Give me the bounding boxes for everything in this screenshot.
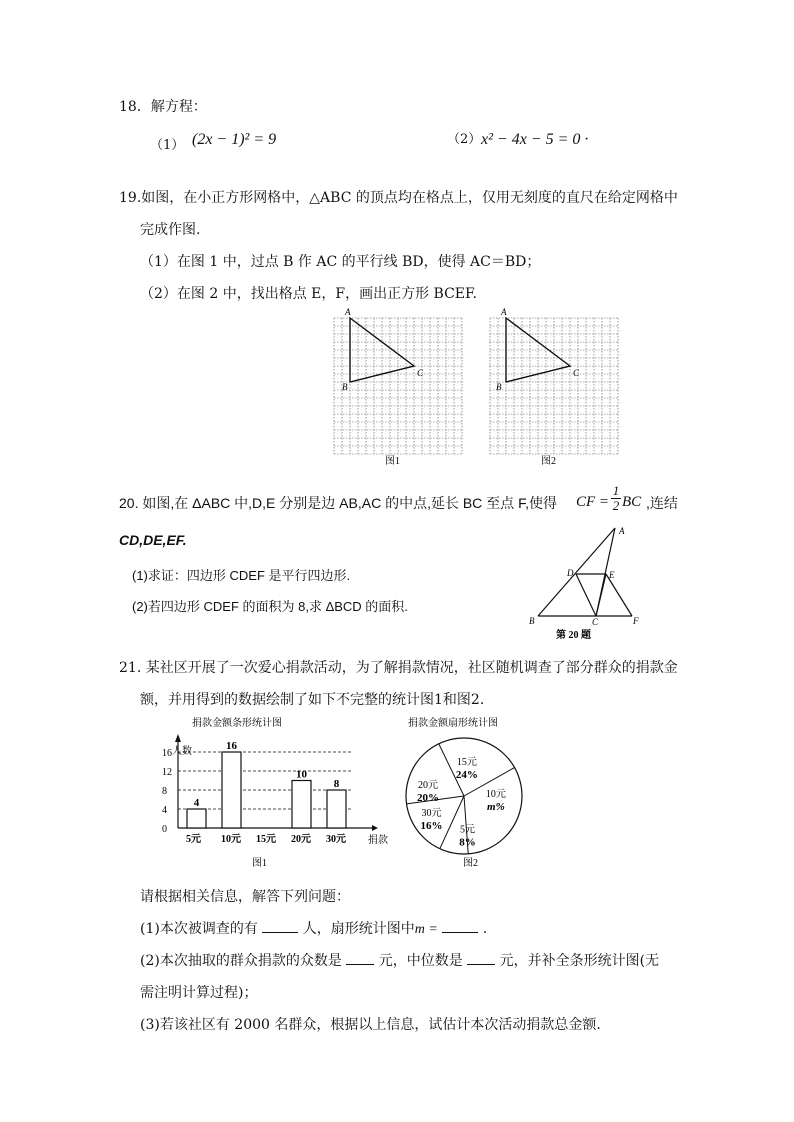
pie-slice-label: 10元 [485,788,506,800]
bar-chart-plot [162,734,378,845]
point-e-label: E [609,570,615,580]
pie-slice-percent: 16% [420,820,443,833]
point-d-label: D [567,568,574,578]
pie-chart-title: 捐款金额扇形统计图 [408,718,498,729]
y-tick-label: 4 [162,805,167,816]
point-f-label: F [633,616,639,626]
bar-data-label: 16 [226,740,237,752]
answer-blank-m[interactable] [442,920,478,933]
q18-part1-label: （1） [150,138,185,153]
q19-line2: 完成作图. [140,222,201,238]
q21-q2-c: 元，并补全条形统计图(无 [499,953,660,969]
q20-line1-a: 20. 如图,在 ΔABC 中,D,E 分别是边 AB,AC 的中点,延长 BC 至点 F,使得 [119,495,557,511]
frac-denominator: 2 [612,498,620,513]
x-tick-label: 15元 [256,834,276,845]
q19-part1: （1）在图 1 中，过点 B 作 AC 的平行线 BD，使得 AC＝BD； [140,254,541,270]
pie-slice-percent: 24% [455,769,478,781]
frac-numerator: 1 [612,483,620,498]
q21-q2-cont: 需注明计算过程)； [140,985,258,1001]
vertex-c-label: C [417,368,424,378]
y-tick-label: 8 [162,786,167,797]
vertex-a-label: A [345,307,351,317]
q21-line1: 21. 某社区开展了一次爱心捐款活动，为了解捐款情况，社区随机调查了部分群众的捐款金 [119,660,678,676]
q18-part2-label: （2） [447,132,482,147]
q18-part2-equation: x² − 4x − 5 = 0 · [481,131,589,148]
q20-frac [611,484,621,513]
q21-q1-m: m = [414,922,438,937]
q21-q3: (3)若该社区有 2000 名群众，根据以上信息，试估计本次活动捐款总金额. [140,1017,601,1033]
q20-fig-caption: 第 20 题 [556,630,591,641]
pie-slice-label: 5元 [459,824,475,836]
pie-chart [396,712,546,870]
bar-chart-title: 捐款金额条形统计图 [192,718,282,729]
q20-part2: (2)若四边形 CDEF 的面积为 8,求 ΔBCD 的面积. [132,599,408,614]
y-tick-label: 16 [162,748,172,759]
q20-part1: (1)求证：四边形 CDEF 是平行四边形. [132,568,351,583]
q19-figure-1 [328,306,468,466]
bar [187,809,206,828]
bar-chart [140,712,388,870]
bar-data-label: 4 [193,797,200,809]
pie-slice-percent: m% [487,800,505,813]
pie-chart-plot [406,738,522,854]
pie-chart-caption: 图2 [463,858,478,869]
q21-line2: 额，并用得到的数据绘制了如下不完整的统计图1和图2. [140,692,485,708]
point-b-label: B [529,616,535,626]
pie-slice-percent: 8% [459,836,476,849]
q21-q2 [140,950,659,970]
y-tick-label: 0 [162,824,167,835]
pie-slice-label: 15元 [456,757,477,768]
q20-figure [526,522,654,644]
vertex-b-label: B [496,382,502,392]
answer-blank-median[interactable] [467,952,495,965]
bar-chart-caption: 图1 [252,858,267,869]
x-tick-label: 30元 [326,834,346,845]
q21-q2-a: (2)本次抽取的群众捐款的众数是 [140,953,342,969]
q21-q1-end: . [482,921,488,937]
q18-title: 18．解方程： [119,99,207,115]
answer-blank-count[interactable] [262,920,298,933]
bar [222,752,241,828]
q19-grid-1 [334,318,462,454]
q21-q1-b: 人，扇形统计图中 [302,921,415,937]
y-axis-arrow [175,734,181,742]
vertex-a-label: A [501,307,507,317]
q19-line1: 19.如图，在小正方形网格中，△ABC 的顶点均在格点上，仅用无刻度的直尺在给定网格中 [119,190,678,206]
q21-q2-b: 元，中位数是 [378,953,463,969]
point-c-label: C [592,617,599,627]
q18-part1-equation: (2x − 1)² = 9 [192,131,277,148]
bar-data-label: 8 [333,778,340,790]
bar [327,790,346,828]
q21-q1 [140,918,487,938]
x-tick-label: 20元 [291,834,311,845]
q20-line2: CD,DE,EF. [119,532,187,548]
q21-q1-a: (1)本次被调查的有 [140,921,258,937]
fig1-caption: 图1 [385,456,400,467]
vertex-b-label: B [342,382,348,392]
vertex-c-label: C [573,368,580,378]
bar-data-label: 10 [296,768,307,781]
q19-figure-2 [488,306,628,466]
y-tick-label: 12 [162,767,172,778]
pie-slice-label: 30元 [421,808,442,820]
pie-slice-label: 20元 [418,780,439,792]
q20-eq-rhs: BC [622,494,642,510]
q19-grid-2 [490,318,618,454]
q20-eq-lhs: CF = [576,494,610,510]
bar-chart-xlabel: 捐款 [368,835,388,846]
x-tick-label: 5元 [186,834,201,845]
bar [292,781,311,829]
pie-slice-percent: 20% [417,792,440,805]
answer-blank-mode[interactable] [346,952,374,965]
fig2-caption: 图2 [541,456,556,467]
q19-part2: （2）在图 2 中，找出格点 E，F，画出正方形 BCEF. [140,286,478,302]
x-tick-label: 10元 [221,834,241,845]
point-a-label: A [619,526,625,536]
q21-prompt: 请根据相关信息，解答下列问题： [140,889,350,905]
x-axis-arrow [372,825,378,831]
q20-line1-b: ,连结 [646,495,678,511]
bar-chart-ylabel: 人数 [172,746,192,757]
